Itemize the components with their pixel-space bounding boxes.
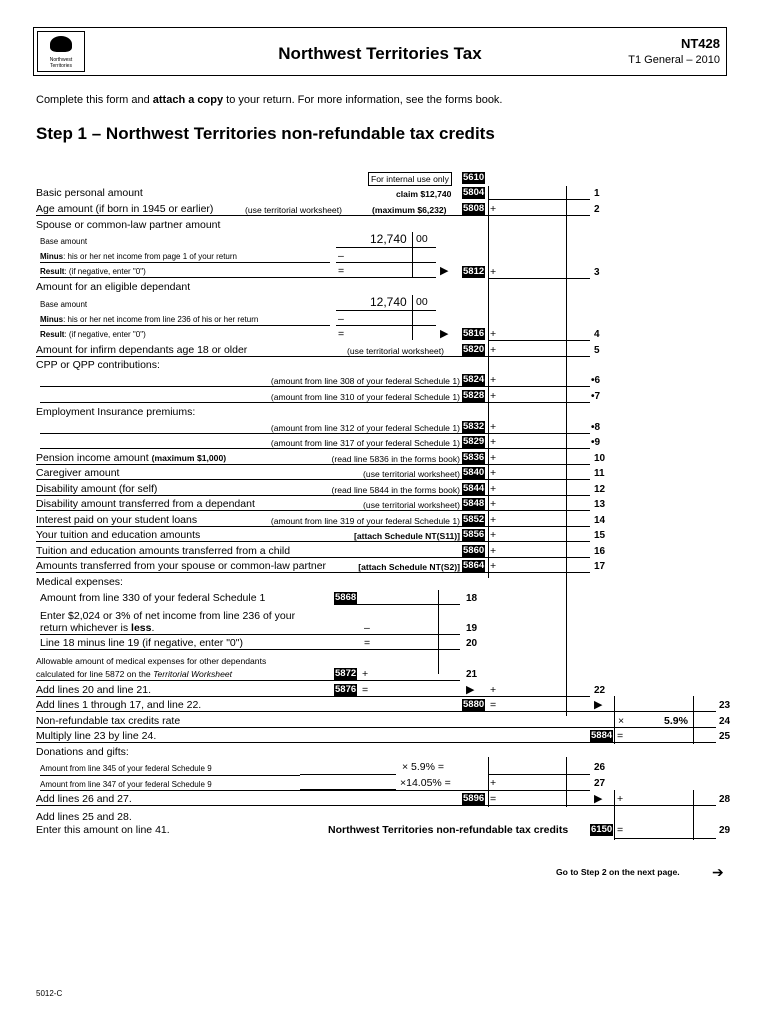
form-title: Northwest Territories Tax <box>278 44 482 63</box>
spouse-base-cents: 00 <box>416 233 428 245</box>
line-number: 24 <box>719 716 731 727</box>
rule-line <box>40 386 590 387</box>
rule-line <box>40 775 300 776</box>
dependant-base-value: 12,740 <box>370 295 407 309</box>
form-text: = <box>490 699 497 711</box>
rule-line <box>40 325 330 326</box>
line-number: 25 <box>719 731 731 742</box>
rule-line <box>36 541 590 542</box>
rule-line <box>36 479 590 480</box>
code-5864: 5864 <box>463 560 485 571</box>
form-text: + <box>490 684 497 696</box>
form-text: (amount from line 319 of your federal Schedule 1) <box>270 516 460 526</box>
rule-line <box>40 448 590 449</box>
rule-line <box>488 774 590 775</box>
row-14-label: Interest paid on your student loans <box>36 514 198 526</box>
form-text: (read line 5844 in the forms book) <box>331 485 460 495</box>
form-text: Enter this amount on line 41. <box>36 824 170 836</box>
amount-column-border <box>566 186 567 716</box>
dependant-base-label: Base amount <box>40 300 88 309</box>
arrow-icon: ▶ <box>440 265 449 277</box>
rule-line <box>336 247 436 248</box>
form-text: : his or her net income from line 236 of his or her return <box>63 315 259 324</box>
line-24-label: Non-refundable tax credits rate <box>36 715 181 727</box>
form-text: + <box>490 529 497 541</box>
medical-label: Medical expenses: <box>36 576 123 588</box>
medical-l18: Amount from line 330 of your federal Schedule 1 <box>40 592 266 604</box>
form-text: + <box>490 452 497 464</box>
arrow-icon: ▶ <box>594 793 603 805</box>
rule-line <box>36 572 590 573</box>
form-text <box>40 329 146 341</box>
form-text: Add lines 25 and 28. <box>36 811 132 823</box>
rule-line <box>40 433 590 434</box>
form-text: + <box>617 793 624 805</box>
line-number: 23 <box>719 700 731 711</box>
line-3-number: 3 <box>594 267 600 278</box>
code-5820: 5820 <box>463 344 485 355</box>
form-text: × 5.9% = <box>402 761 445 773</box>
code-5848: 5848 <box>463 498 485 509</box>
form-text: return whichever is <box>40 622 132 634</box>
form-text: + <box>490 374 497 386</box>
line-8-number: •8 <box>591 422 601 433</box>
dependant-label: Amount for an eligible dependant <box>36 281 191 293</box>
column-line <box>412 295 413 340</box>
column-line <box>614 696 615 744</box>
rule-line <box>40 277 436 278</box>
form-text: [attach Schedule NT(S11)] <box>353 531 460 541</box>
rule-line <box>36 526 590 527</box>
cpp-a-note: (amount from line 308 of your federal Schedule 1) <box>270 376 460 386</box>
ei-a-note: (amount from line 312 of your federal Schedule 1) <box>270 423 460 433</box>
age-ws-note: (use territorial worksheet) <box>245 205 342 215</box>
row-12-label: Disability amount (for self) <box>36 483 158 495</box>
code-5896: 5896 <box>463 793 485 804</box>
donations-label: Donations and gifts: <box>36 746 129 758</box>
form-text: + <box>490 514 497 526</box>
code-5836: 5836 <box>463 452 485 463</box>
rule-line <box>488 278 590 279</box>
row-13-label: Disability amount transferred from a dependant <box>36 498 255 510</box>
row-11-label: Caregiver amount <box>36 467 120 479</box>
form-text: + <box>490 344 497 356</box>
line-number: 10 <box>594 453 606 464</box>
arrow-icon: ▶ <box>466 684 475 696</box>
right-arrow-icon: ➔ <box>712 864 724 880</box>
line-number: 18 <box>466 593 478 604</box>
line-2-number: 2 <box>594 204 600 215</box>
form-text: Enter $2,024 or 3% of net income from line 236 of your <box>40 610 296 622</box>
form-text: × <box>618 715 625 727</box>
rule-line <box>40 649 460 650</box>
line-25-label: Multiply line 23 by line 24. <box>36 730 157 742</box>
line-number: 22 <box>594 685 606 696</box>
column-line <box>693 696 694 744</box>
form-text: Minus <box>40 315 64 324</box>
column-line <box>438 590 439 674</box>
form-text: ×14.05% = <box>400 777 451 789</box>
form-text: calculated for line 5872 on the <box>36 669 154 679</box>
form-text: = <box>490 793 497 805</box>
form-text: = <box>362 684 369 696</box>
form-code: NT428 <box>680 36 720 51</box>
rule-line <box>36 742 716 743</box>
code-5872: 5872 <box>335 668 357 679</box>
rule-line <box>36 510 590 511</box>
line-7-number: •7 <box>591 391 601 402</box>
rule-line <box>300 774 396 775</box>
form-subtitle: T1 General – 2010 <box>628 54 720 66</box>
form-text: + <box>362 668 369 680</box>
line-number: 28 <box>719 794 731 805</box>
spouse-label: Spouse or common-law partner amount <box>36 219 221 231</box>
rule-line <box>488 340 590 341</box>
code-5852: 5852 <box>463 514 485 525</box>
form-text: (read line 5836 in the forms book) <box>331 454 460 464</box>
ei-b-note: (amount from line 317 of your federal Schedule 1) <box>270 438 460 448</box>
code-5844: 5844 <box>463 483 485 494</box>
form-text: . <box>151 622 155 634</box>
line-number: 26 <box>594 762 606 773</box>
column-line <box>412 232 413 278</box>
footer-code: 5012-C <box>36 989 63 998</box>
form-text: + <box>490 498 497 510</box>
cpp-label: CPP or QPP contributions: <box>36 359 160 371</box>
form-text: – <box>338 313 344 325</box>
line-number: 20 <box>466 638 478 649</box>
row-17-label: Amounts transferred from your spouse or common-law partner <box>36 560 327 572</box>
form-text: + <box>490 560 497 572</box>
form-text: Amount from line 347 of your federal Schedule 9 <box>40 780 212 789</box>
column-line <box>488 757 489 807</box>
line-number: 14 <box>594 515 606 526</box>
line-number: 19 <box>466 623 478 634</box>
spouse-base-label: Base amount <box>40 237 88 246</box>
form-text: : his or her net income from page 1 of your return <box>63 252 237 261</box>
form-text: Territorial Worksheet <box>153 669 233 679</box>
code-5856: 5856 <box>463 529 485 540</box>
form-text: to your return. For more information, see the forms book. <box>223 94 503 106</box>
form-text: Allowable amount of medical expenses for other dependants <box>36 656 267 666</box>
row-10-label <box>36 452 226 464</box>
rule-line <box>36 356 590 357</box>
form-text: (use territorial worksheet) <box>363 500 460 510</box>
line-5-number: 5 <box>594 345 600 356</box>
line-9-number: •9 <box>591 437 601 448</box>
form-text: (use territorial worksheet) <box>363 469 460 479</box>
line-6-number: •6 <box>591 375 601 386</box>
rule-line <box>40 402 590 403</box>
form-text: + <box>490 777 497 789</box>
form-text: + <box>490 390 497 402</box>
form-text: Result <box>40 330 65 339</box>
rule-line <box>36 464 590 465</box>
line-number: 17 <box>594 561 606 572</box>
infirm-note: (use territorial worksheet) <box>347 346 444 356</box>
rule-line <box>36 680 460 681</box>
code-5824: 5824 <box>463 374 485 385</box>
code-5808: 5808 <box>463 203 485 214</box>
next-page-note: Go to Step 2 on the next page. <box>556 867 680 877</box>
intro-text <box>36 94 503 106</box>
form-text: : (if negative, enter "0") <box>64 330 146 339</box>
form-text: + <box>490 421 497 433</box>
form-text: Line 18 minus line 19 (if negative, enter "0") <box>40 637 243 649</box>
line-number: 12 <box>594 484 606 495</box>
rule-line <box>40 790 590 791</box>
code-5860: 5860 <box>463 545 485 556</box>
rule-line <box>488 199 590 200</box>
code-5828: 5828 <box>463 390 485 401</box>
column-line <box>614 790 615 840</box>
code-5610: 5610 <box>463 172 485 183</box>
line-23-label: Add lines 1 through 17, and line 22. <box>36 699 202 711</box>
form-text: – <box>364 622 370 634</box>
code-5829: 5829 <box>463 436 485 447</box>
form-text: Pension income amount <box>36 452 152 464</box>
form-text: less <box>131 622 152 634</box>
arrow-icon: ▶ <box>440 328 449 340</box>
rule-line <box>36 215 590 216</box>
form-header <box>33 27 727 76</box>
dependant-base-cents: 00 <box>416 296 428 308</box>
rule-line <box>40 262 330 263</box>
rule-line <box>614 838 716 839</box>
form-text: + <box>490 436 497 448</box>
form-text <box>36 668 232 680</box>
code-5812: 5812 <box>463 266 485 277</box>
basic-personal-label: Basic personal amount <box>36 187 143 199</box>
line-4-number: 4 <box>594 329 600 340</box>
rule-line <box>336 262 436 263</box>
spouse-base-value: 12,740 <box>370 232 407 246</box>
form-text: = <box>617 824 624 836</box>
column-line <box>566 757 567 807</box>
row-16-label: Tuition and education amounts transferred from a child <box>36 545 291 557</box>
nwt-credits-label: Northwest Territories non-refundable tax credits <box>328 824 569 836</box>
form-text: : (if negative, enter "0") <box>64 267 146 276</box>
form-text: = <box>617 730 624 742</box>
code-5880: 5880 <box>463 699 485 710</box>
step1-title: Step 1 – Northwest Territories non-refundable tax credits <box>36 124 495 143</box>
form-text: Minus <box>40 252 64 261</box>
code-5816: 5816 <box>463 328 485 339</box>
cpp-b-note: (amount from line 310 of your federal Schedule 1) <box>270 392 460 402</box>
form-text: Amount from line 345 of your federal Schedule 9 <box>40 764 212 773</box>
form-text: = <box>364 637 371 649</box>
code-5840: 5840 <box>463 467 485 478</box>
form-text: = <box>338 265 345 277</box>
form-text: Complete this form and <box>36 94 153 106</box>
rule-line <box>334 604 460 605</box>
form-text: + <box>490 266 497 278</box>
form-text: + <box>490 203 497 215</box>
ei-label: Employment Insurance premiums: <box>36 406 196 418</box>
rate-value: 5.9% <box>664 715 688 727</box>
form-text: – <box>338 250 344 262</box>
line-number: 15 <box>594 530 606 541</box>
internal-use-label: For internal use only <box>368 172 452 186</box>
column-line <box>693 790 694 840</box>
rule-line <box>336 325 436 326</box>
form-text: Result <box>40 267 65 276</box>
line-number: 16 <box>594 546 606 557</box>
line-number: 11 <box>594 468 605 479</box>
rule-line <box>36 727 716 728</box>
arrow-icon: ▶ <box>594 699 603 711</box>
form-text: (maximum $1,000) <box>151 453 227 463</box>
rule-line <box>36 696 590 697</box>
form-text: + <box>490 545 497 557</box>
line-number: 21 <box>466 669 478 680</box>
form-text: Add lines 20 and line 21. <box>36 684 152 696</box>
line-1-number: 1 <box>594 188 600 199</box>
code-5868: 5868 <box>335 592 357 603</box>
code-5832: 5832 <box>463 421 485 432</box>
line-number: 29 <box>719 825 731 836</box>
infirm-label: Amount for infirm dependants age 18 or older <box>36 344 248 356</box>
code-5804: 5804 <box>463 187 485 198</box>
rule-line <box>36 557 590 558</box>
form-text: + <box>490 467 497 479</box>
age-amount-label: Age amount (if born in 1945 or earlier) <box>36 203 214 215</box>
row-15-label: Your tuition and education amounts <box>36 529 201 541</box>
form-text: + <box>490 483 497 495</box>
form-text: [attach Schedule NT(S2)] <box>358 562 460 572</box>
form-text: + <box>490 328 497 340</box>
donations-sum: Add lines 26 and 27. <box>36 793 132 805</box>
code-5884: 5884 <box>591 730 613 741</box>
form-text: attach a copy <box>152 94 224 106</box>
rule-line <box>40 634 460 635</box>
logo-text: Northwest Territories <box>49 57 73 69</box>
line-number: 27 <box>594 778 606 789</box>
rule-line <box>336 310 436 311</box>
code-6150: 6150 <box>591 824 613 835</box>
form-text <box>40 622 154 634</box>
rule-line <box>36 495 590 496</box>
form-text: = <box>338 328 345 340</box>
age-max-note: (maximum $6,232) <box>372 205 447 215</box>
basic-personal-note: claim $12,740 <box>396 189 452 199</box>
sub-column-border <box>488 186 489 578</box>
line-number: 13 <box>594 499 606 510</box>
code-5876: 5876 <box>335 684 357 695</box>
